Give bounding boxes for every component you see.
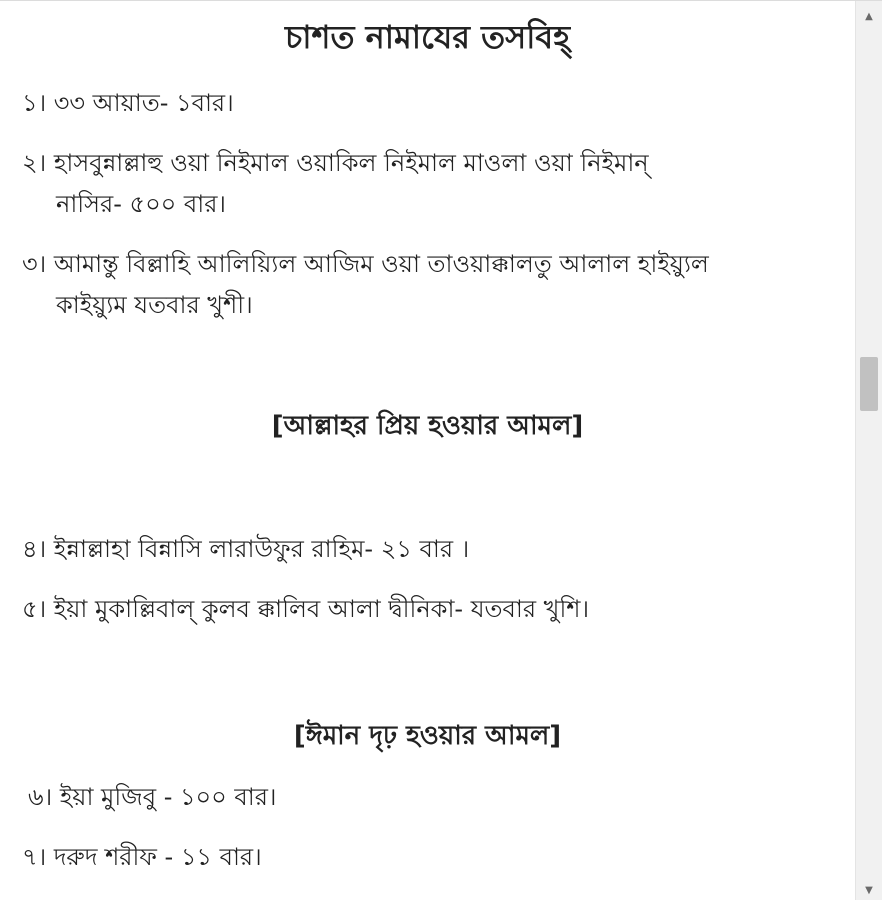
list-item-7 <box>22 837 842 878</box>
list-item-3 <box>22 244 842 326</box>
item-number: ৪। <box>22 535 47 563</box>
list-item-6 <box>28 777 848 818</box>
item-text: দরুদ শরীফ - ১১ বার। <box>53 843 262 871</box>
document-content <box>0 1 855 900</box>
list-item-5 <box>22 589 842 630</box>
item-text: ইয়া মুকাল্লিবাল্ কুলব ক্কালিব আলা দ্বীনিকা- যতবার খুশি। <box>53 595 590 623</box>
list-item-2 <box>22 143 842 225</box>
item-number: ৬। <box>28 783 53 811</box>
item-text-line-1: হাসবুন্নাল্লাহু ওয়া নিইমাল ওয়াকিল নিইমাল মাওলা ওয়া নিইমান্ <box>53 149 649 177</box>
scroll-down-arrow-icon[interactable]: ▼ <box>865 885 873 896</box>
item-text: ইন্নাল্লাহা বিন্নাসি লারাউফুর রাহিম- ২১ বার । <box>53 535 470 563</box>
scroll-up-arrow-icon[interactable]: ▲ <box>865 11 873 22</box>
section-heading-faith: [ঈমান দৃঢ় হওয়ার আমল] <box>293 721 562 751</box>
item-text-line-2: নাসির- ৫০০ বার। <box>56 190 227 218</box>
item-text: ৩৩ আয়াত- ১বার। <box>53 89 234 117</box>
list-item-4 <box>22 529 842 570</box>
section-heading-beloved: [আল্লাহর প্রিয় হওয়ার আমল] <box>271 411 584 441</box>
vertical-scrollbar[interactable] <box>855 1 882 900</box>
list-item-1 <box>22 83 842 124</box>
item-number: ২। <box>22 149 47 177</box>
scrollbar-thumb[interactable] <box>860 357 878 411</box>
item-text-line-1: আমান্তু বিল্লাহি আলিয়্যিল আজিম ওয়া তাওয়াক্কালতু আলাল হাইয়্যুল <box>53 250 709 278</box>
item-text: ইয়া মুজিবু - ১০০ বার। <box>59 783 277 811</box>
item-number: ৭। <box>22 843 47 871</box>
item-text-line-2: কাইয়্যুম যতবার খুশী। <box>56 291 253 319</box>
page-title: চাশত নামাযের তসবিহ্ <box>284 18 571 56</box>
item-number: ৩। <box>22 250 47 278</box>
item-number: ৫। <box>22 595 47 623</box>
item-number: ১। <box>22 89 47 117</box>
